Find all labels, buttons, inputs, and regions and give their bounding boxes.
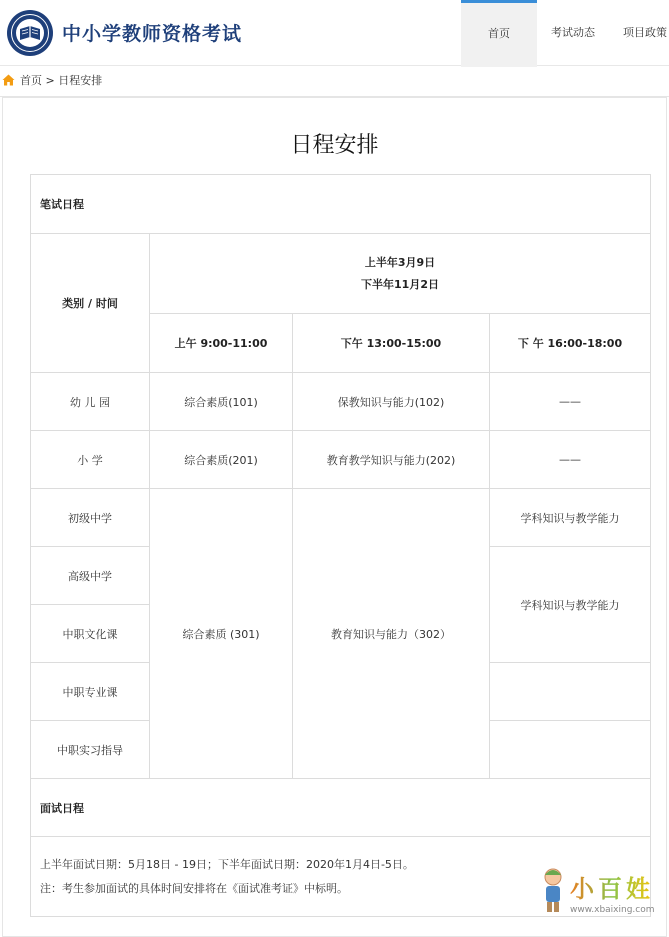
- corner-header: 类别 / 时间: [31, 234, 150, 373]
- slot-morning: 上午 9:00-11:00: [150, 314, 293, 373]
- header: [0, 0, 669, 66]
- category-vocational-practice: 中职实习指导: [31, 721, 150, 779]
- empty-cell: [490, 663, 651, 721]
- watermark: [540, 865, 665, 920]
- subject-none: ——: [490, 373, 651, 431]
- exam-date-autumn: 下半年11月2日: [361, 277, 439, 291]
- watermark-url: www.xbaixing.com: [570, 905, 655, 915]
- category-senior-high: 高级中学: [31, 547, 150, 605]
- main-nav: [461, 0, 669, 64]
- written-section-title: 笔试日程: [31, 175, 651, 234]
- category-vocational-culture: 中职文化课: [31, 605, 150, 663]
- empty-cell: [490, 721, 651, 779]
- interview-section-title: 面试日程: [31, 779, 651, 837]
- exam-date-spring: 上半年3月9日: [364, 255, 436, 269]
- subject-junior-knowledge: 学科知识与教学能力: [490, 489, 651, 547]
- nav-item-exam-news[interactable]: 考试动态: [551, 26, 595, 39]
- subject-202: 教育教学知识与能力(202): [293, 431, 490, 489]
- table-row: [31, 373, 651, 431]
- subject-201: 综合素质(201): [150, 431, 293, 489]
- exam-dates-cell: [150, 234, 651, 314]
- breadcrumb-trail: [20, 66, 102, 96]
- interview-note: 注：考生参加面试的具体时间安排将在《面试准考证》中标明。: [40, 881, 348, 895]
- interview-dates: 上半年面试日期：5月18日 - 19日；下半年面试日期：2020年1月4日-5日。: [40, 857, 414, 871]
- breadcrumb-separator: >: [45, 74, 55, 87]
- logo[interactable]: [6, 9, 54, 57]
- home-icon: [2, 74, 15, 86]
- subject-301: 综合素质 (301): [150, 489, 293, 779]
- table-row: [31, 489, 651, 547]
- breadcrumb-current: 日程安排: [58, 74, 103, 87]
- category-primary: 小 学: [31, 431, 150, 489]
- subject-none: ——: [490, 431, 651, 489]
- category-junior-high: 初级中学: [31, 489, 150, 547]
- subject-102: 保教知识与能力(102): [293, 373, 490, 431]
- subject-101: 综合素质(101): [150, 373, 293, 431]
- schedule-table: [30, 174, 651, 917]
- watermark-text: 小百姓: [570, 875, 654, 903]
- site-title[interactable]: 中小学教师资格考试: [62, 23, 243, 45]
- table-row: [31, 431, 651, 489]
- slot-afternoon: 下午 13:00-15:00: [293, 314, 490, 373]
- nav-item-policy[interactable]: 项目政策: [623, 26, 667, 39]
- breadcrumb: [0, 66, 669, 97]
- subject-302: 教育知识与能力（302）: [293, 489, 490, 779]
- breadcrumb-home-link[interactable]: 首页: [20, 74, 42, 87]
- category-kindergarten: 幼 儿 园: [31, 373, 150, 431]
- mascot-icon: [540, 867, 566, 917]
- category-vocational-major: 中职专业课: [31, 663, 150, 721]
- slot-evening: 下 午 16:00-18:00: [490, 314, 651, 373]
- nav-item-home[interactable]: 首页: [461, 0, 537, 67]
- subject-senior-knowledge: 学科知识与教学能力: [490, 547, 651, 663]
- page-title: 日程安排: [290, 133, 379, 158]
